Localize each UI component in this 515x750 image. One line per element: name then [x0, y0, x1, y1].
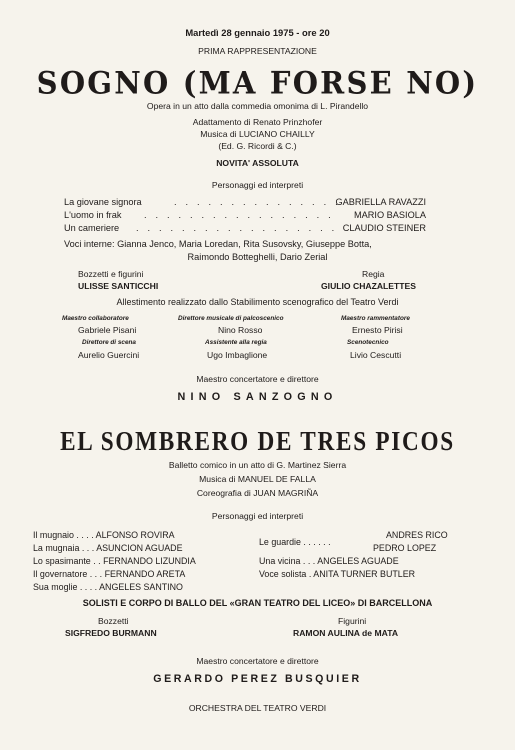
cast-role: L'uomo in frak: [64, 210, 122, 220]
cast-dots: . . . . . . . . . . . . . . .: [174, 197, 341, 207]
cast-dots: . . .: [81, 543, 95, 553]
ballet-company: SOLISTI E CORPO DI BALLO DEL «GRAN TEATRO DEL LICEO» DI BARCELLONA: [82, 598, 433, 608]
cast-performer: FERNANDO LIZUNDIA: [103, 556, 196, 566]
cast-role: Una vicina: [259, 556, 301, 566]
opera-direction-label: Regia: [362, 269, 385, 279]
ballet-cast-row: [259, 556, 399, 566]
premiere-label: PRIMA RAPPRESENTAZIONE: [198, 46, 317, 56]
opera-voices-line2: Raimondo Botteghelli, Dario Zerial: [187, 252, 328, 262]
staff-label: Maestro rammentatore: [341, 315, 410, 322]
cast-role: Il governatore: [33, 569, 88, 579]
ballet-costumes-label: Figurini: [338, 616, 367, 626]
staff-name: Ernesto Pirisi: [352, 325, 403, 335]
ballet-cast-row: [259, 537, 331, 547]
opera-title: SOGNO (MA FORSE NO): [36, 65, 479, 101]
cast-performer: ASUNCION AGUADE: [96, 543, 183, 553]
cast-dots: . . . . . .: [303, 537, 331, 547]
cast-performer: ANGELES AGUADE: [317, 556, 399, 566]
staff-name: Gabriele Pisani: [78, 325, 137, 335]
opera-novelty: NOVITA' ASSOLUTA: [216, 158, 299, 168]
opera-adaptation: Adattamento di Renato Prinzhofer: [192, 117, 323, 127]
orchestra-credit: ORCHESTRA DEL TEATRO VERDI: [188, 703, 327, 713]
cast-dots: . . . .: [79, 582, 98, 592]
opera-subtitle: Opera in un atto dalla commedia omonima di L. Pirandello: [146, 101, 369, 111]
ballet-cast-heading: Personaggi ed interpreti: [211, 511, 304, 521]
staff-label: Maestro collaboratore: [62, 315, 129, 322]
cast-performer: GABRIELLA RAVAZZI: [335, 197, 426, 207]
opera-publisher: (Ed. G. Ricordi & C.): [218, 141, 297, 151]
cast-dots: . .: [93, 556, 101, 566]
ballet-sets-name: SIGFREDO BURMANN: [65, 628, 157, 638]
guards-performer-2: PEDRO LOPEZ: [373, 543, 437, 553]
staff-label: Direttore di scena: [82, 339, 136, 346]
staff-label: Scenotecnico: [347, 339, 389, 346]
cast-role: Il mugnaio: [33, 530, 74, 540]
performance-date: Martedì 28 gennaio 1975 - ore 20: [185, 27, 330, 38]
opera-sets-name: ULISSE SANTICCHI: [78, 281, 159, 291]
staff-label: Assistente alla regia: [205, 339, 267, 346]
ballet-choreography: Coreografia di JUAN MAGRIÑA: [196, 488, 319, 498]
opera-cast-row: [64, 197, 426, 209]
cast-dots: . . .: [89, 569, 103, 579]
opera-conductor-name: NINO SANZOGNO: [177, 391, 338, 403]
opera-cast-heading: Personaggi ed interpreti: [211, 180, 304, 190]
ballet-cast-row: [33, 582, 183, 592]
opera-cast-row: [64, 210, 426, 222]
ballet-music: Musica di MANUEL DE FALLA: [199, 474, 316, 484]
ballet-subtitle: Balletto comico in un atto di G. Martinez Sierra: [168, 460, 347, 470]
ballet-cast-row: [33, 543, 183, 553]
cast-performer: FERNANDO ARETA: [104, 569, 186, 579]
ballet-conductor-name: GERARDO PEREZ BUSQUIER: [153, 673, 362, 685]
ballet-cast-row: [33, 530, 175, 540]
cast-role: Lo spasimante: [33, 556, 91, 566]
ballet-cast-row: [33, 556, 196, 566]
cast-dots: . . . . . . . . . . . . . . . . .: [144, 210, 334, 220]
staff-name: Ugo Imbaglione: [207, 350, 268, 360]
cast-dots: . . . .: [76, 530, 94, 540]
cast-role: La mugnaia: [33, 543, 80, 553]
opera-staging-note: Allestimento realizzato dallo Stabilimento scenografico del Teatro Verdi: [116, 297, 399, 307]
staff-label: Direttore musicale di palcoscenico: [178, 315, 284, 322]
staff-name: Aurelio Guercini: [78, 350, 140, 360]
cast-performer: ANITA TURNER BUTLER: [313, 569, 416, 579]
staff-name: Nino Rosso: [218, 325, 263, 335]
cast-dots: . . . . . . . . . . . . . . . . . .: [136, 223, 338, 233]
ballet-title: EL SOMBRERO DE TRES PICOS: [60, 426, 455, 456]
cast-performer: MARIO BASIOLA: [354, 210, 426, 220]
cast-role: Le guardie: [259, 537, 301, 547]
ballet-cast-row: [33, 569, 185, 579]
ballet-sets-label: Bozzetti: [98, 616, 129, 626]
staff-name: Livio Cescutti: [350, 350, 402, 360]
opera-sets-label: Bozzetti e figurini: [78, 269, 144, 279]
cast-role: Voce solista: [259, 569, 307, 579]
cast-performer: ANGELES SANTINO: [99, 582, 183, 592]
opera-direction-name: GIULIO CHAZALETTES: [321, 281, 417, 291]
cast-dots: .: [308, 569, 312, 579]
opera-conductor-label: Maestro concertatore e direttore: [196, 374, 319, 384]
guards-performer-1: ANDRES RICO: [386, 530, 448, 540]
cast-role: La giovane signora: [64, 197, 142, 207]
opera-voices-line1: Voci interne: Gianna Jenco, Maria Loredan, Rita Susovsky, Giuseppe Botta,: [64, 239, 372, 249]
cast-dots: . . .: [302, 556, 316, 566]
ballet-conductor-label: Maestro concertatore e direttore: [196, 656, 319, 666]
opera-music: Musica di LUCIANO CHAILLY: [200, 129, 315, 139]
cast-performer: CLAUDIO STEINER: [342, 223, 426, 233]
ballet-cast-row: [259, 569, 415, 579]
ballet-costumes-name: RAMON AULINA de MATA: [293, 628, 399, 638]
cast-performer: ALFONSO ROVIRA: [95, 530, 175, 540]
cast-role: Un cameriere: [64, 223, 120, 233]
opera-cast-row: [64, 223, 426, 235]
cast-role: Sua moglie: [33, 582, 78, 592]
